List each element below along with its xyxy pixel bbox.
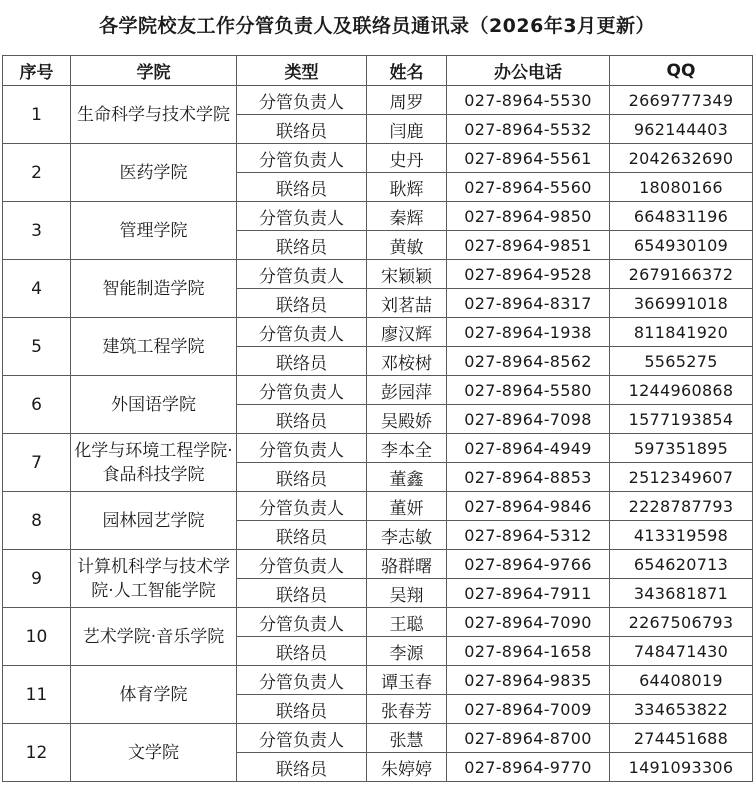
contact-name: 李本全 — [367, 434, 447, 463]
contact-qq: 5565275 — [610, 347, 753, 376]
contact-phone: 027-8964-5312 — [447, 521, 610, 550]
contact-name: 王聪 — [367, 608, 447, 637]
contact-type: 联络员 — [237, 289, 367, 318]
table-row — [3, 724, 753, 753]
contact-phone: 027-8964-9835 — [447, 666, 610, 695]
contact-qq: 654620713 — [610, 550, 753, 579]
contact-phone: 027-8964-7098 — [447, 405, 610, 434]
contact-qq: 654930109 — [610, 231, 753, 260]
contact-name: 刘茗喆 — [367, 289, 447, 318]
row-college: 体育学院 — [71, 666, 237, 724]
contact-qq: 748471430 — [610, 637, 753, 666]
row-seq: 6 — [3, 376, 71, 434]
page-title: 各学院校友工作分管负责人及联络员通讯录（2026年3月更新） — [98, 15, 656, 37]
contact-qq: 2228787793 — [610, 492, 753, 521]
contact-type: 分管负责人 — [237, 86, 367, 115]
row-seq: 2 — [3, 144, 71, 202]
table-row — [3, 318, 753, 347]
row-seq: 4 — [3, 260, 71, 318]
contact-type: 分管负责人 — [237, 608, 367, 637]
contact-type: 联络员 — [237, 463, 367, 492]
row-seq: 7 — [3, 434, 71, 492]
row-seq: 3 — [3, 202, 71, 260]
contact-name: 骆群曙 — [367, 550, 447, 579]
contact-type: 联络员 — [237, 231, 367, 260]
contact-type: 联络员 — [237, 753, 367, 782]
contact-type: 分管负责人 — [237, 434, 367, 463]
contact-name: 张春芳 — [367, 695, 447, 724]
row-college: 文学院 — [71, 724, 237, 782]
row-seq: 1 — [3, 86, 71, 144]
contact-phone: 027-8964-9766 — [447, 550, 610, 579]
contact-type: 分管负责人 — [237, 202, 367, 231]
contact-phone: 027-8964-9846 — [447, 492, 610, 521]
contact-name: 闫鹿 — [367, 115, 447, 144]
contact-type: 联络员 — [237, 115, 367, 144]
contact-name: 秦辉 — [367, 202, 447, 231]
contact-phone: 027-8964-9851 — [447, 231, 610, 260]
contact-name: 耿辉 — [367, 173, 447, 202]
contact-name: 吴翔 — [367, 579, 447, 608]
contact-type: 分管负责人 — [237, 666, 367, 695]
row-college: 管理学院 — [71, 202, 237, 260]
contact-name: 张慧 — [367, 724, 447, 753]
contact-phone: 027-8964-5530 — [447, 86, 610, 115]
contact-type: 联络员 — [237, 695, 367, 724]
contact-name: 周罗 — [367, 86, 447, 115]
row-college: 外国语学院 — [71, 376, 237, 434]
table-row — [3, 144, 753, 173]
contact-type: 分管负责人 — [237, 550, 367, 579]
contact-qq: 2669777349 — [610, 86, 753, 115]
header-seq: 序号 — [3, 56, 71, 86]
contact-name: 彭园萍 — [367, 376, 447, 405]
table-row — [3, 260, 753, 289]
contact-qq: 413319598 — [610, 521, 753, 550]
contact-qq: 597351895 — [610, 434, 753, 463]
contact-name: 黄敏 — [367, 231, 447, 260]
table-row — [3, 86, 753, 115]
row-college: 生命科学与技术学院 — [71, 86, 237, 144]
table-row — [3, 492, 753, 521]
contact-name: 吴殿娇 — [367, 405, 447, 434]
contact-qq: 274451688 — [610, 724, 753, 753]
table-header-row — [3, 56, 753, 86]
contact-name: 宋颖颖 — [367, 260, 447, 289]
contact-type: 联络员 — [237, 173, 367, 202]
contact-name: 董鑫 — [367, 463, 447, 492]
contact-qq: 2267506793 — [610, 608, 753, 637]
contact-type: 分管负责人 — [237, 260, 367, 289]
header-name: 姓名 — [367, 56, 447, 86]
table-row — [3, 608, 753, 637]
contact-phone: 027-8964-5560 — [447, 173, 610, 202]
row-college: 园林园艺学院 — [71, 492, 237, 550]
table-row — [3, 550, 753, 579]
contact-phone: 027-8964-9850 — [447, 202, 610, 231]
contact-name: 廖汉辉 — [367, 318, 447, 347]
row-seq: 9 — [3, 550, 71, 608]
contact-type: 分管负责人 — [237, 376, 367, 405]
row-college: 计算机科学与技术学院·人工智能学院 — [71, 550, 237, 608]
contact-qq: 1244960868 — [610, 376, 753, 405]
contact-type: 分管负责人 — [237, 318, 367, 347]
contact-type: 分管负责人 — [237, 724, 367, 753]
table-body — [3, 86, 753, 782]
contact-phone: 027-8964-1938 — [447, 318, 610, 347]
row-seq: 12 — [3, 724, 71, 782]
contact-type: 联络员 — [237, 637, 367, 666]
contact-table — [2, 55, 753, 782]
contact-phone: 027-8964-1658 — [447, 637, 610, 666]
header-qq: QQ — [610, 56, 753, 86]
contact-qq: 811841920 — [610, 318, 753, 347]
contact-qq: 2679166372 — [610, 260, 753, 289]
contact-phone: 027-8964-8853 — [447, 463, 610, 492]
row-seq: 11 — [3, 666, 71, 724]
row-college: 化学与环境工程学院·食品科技学院 — [71, 434, 237, 492]
contact-qq: 1491093306 — [610, 753, 753, 782]
header-phone: 办公电话 — [447, 56, 610, 86]
table-row — [3, 434, 753, 463]
contact-name: 朱婷婷 — [367, 753, 447, 782]
header-college: 学院 — [71, 56, 237, 86]
contact-type: 分管负责人 — [237, 144, 367, 173]
contact-phone: 027-8964-9528 — [447, 260, 610, 289]
contact-phone: 027-8964-7911 — [447, 579, 610, 608]
table-row — [3, 666, 753, 695]
row-seq: 8 — [3, 492, 71, 550]
contact-qq: 343681871 — [610, 579, 753, 608]
contact-phone: 027-8964-7009 — [447, 695, 610, 724]
contact-name: 董妍 — [367, 492, 447, 521]
contact-name: 李源 — [367, 637, 447, 666]
header-type: 类型 — [237, 56, 367, 86]
contact-phone: 027-8964-7090 — [447, 608, 610, 637]
row-college: 医药学院 — [71, 144, 237, 202]
contact-qq: 664831196 — [610, 202, 753, 231]
contact-phone: 027-8964-9770 — [447, 753, 610, 782]
contact-qq: 962144403 — [610, 115, 753, 144]
contact-name: 邓桉树 — [367, 347, 447, 376]
contact-phone: 027-8964-8562 — [447, 347, 610, 376]
contact-type: 联络员 — [237, 347, 367, 376]
contact-qq: 64408019 — [610, 666, 753, 695]
contact-phone: 027-8964-5561 — [447, 144, 610, 173]
row-college: 艺术学院·音乐学院 — [71, 608, 237, 666]
contact-qq: 2512349607 — [610, 463, 753, 492]
contact-name: 李志敏 — [367, 521, 447, 550]
contact-phone: 027-8964-5580 — [447, 376, 610, 405]
contact-qq: 2042632690 — [610, 144, 753, 173]
table-row — [3, 376, 753, 405]
row-college: 建筑工程学院 — [71, 318, 237, 376]
contact-type: 联络员 — [237, 405, 367, 434]
contact-type: 联络员 — [237, 579, 367, 608]
contact-type: 联络员 — [237, 521, 367, 550]
contact-phone: 027-8964-8317 — [447, 289, 610, 318]
contact-qq: 18080166 — [610, 173, 753, 202]
contact-name: 史丹 — [367, 144, 447, 173]
contact-phone: 027-8964-4949 — [447, 434, 610, 463]
row-college: 智能制造学院 — [71, 260, 237, 318]
contact-type: 分管负责人 — [237, 492, 367, 521]
contact-name: 谭玉春 — [367, 666, 447, 695]
row-seq: 10 — [3, 608, 71, 666]
contact-phone: 027-8964-8700 — [447, 724, 610, 753]
contact-phone: 027-8964-5532 — [447, 115, 610, 144]
contact-qq: 1577193854 — [610, 405, 753, 434]
table-row — [3, 202, 753, 231]
row-seq: 5 — [3, 318, 71, 376]
contact-qq: 334653822 — [610, 695, 753, 724]
contact-qq: 366991018 — [610, 289, 753, 318]
